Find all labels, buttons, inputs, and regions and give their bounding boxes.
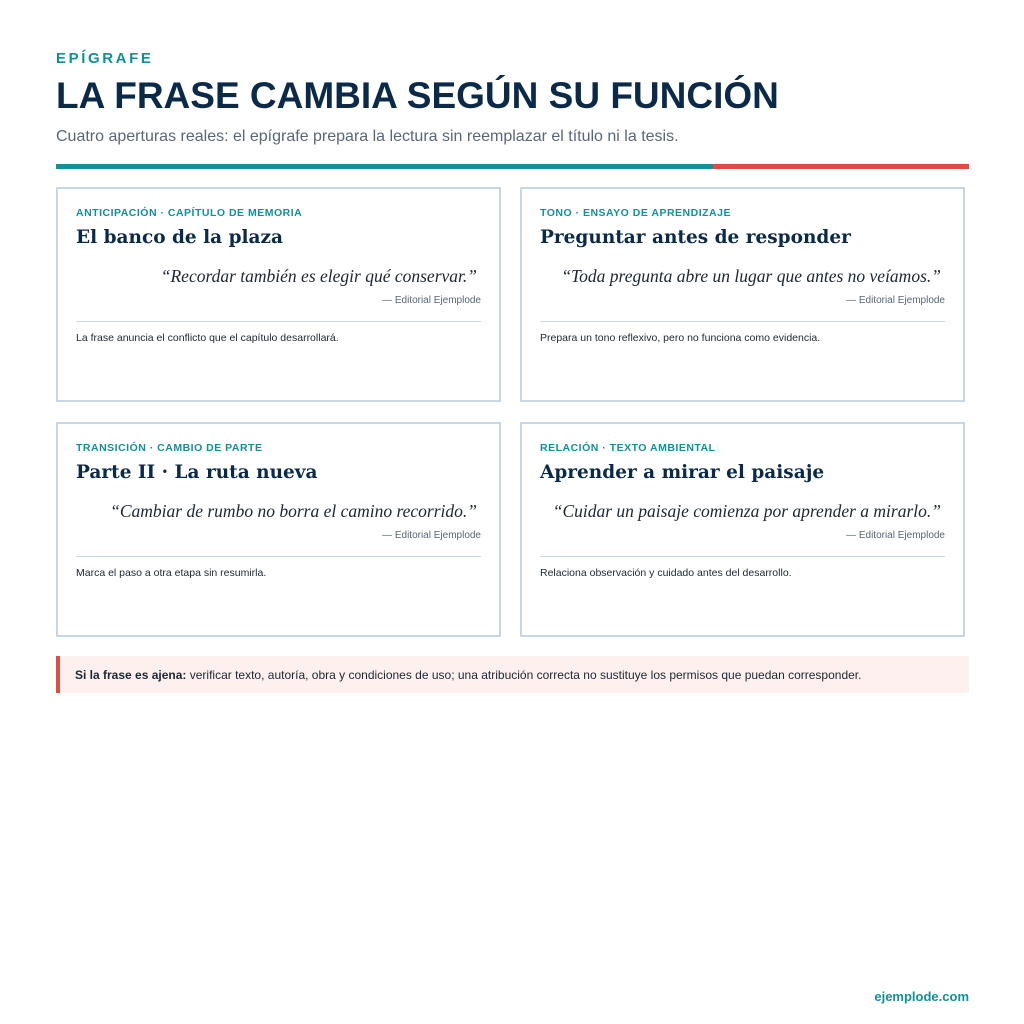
card-note: La frase anuncia el conflicto que el capítulo desarrollará. [76, 332, 339, 344]
card-divider [76, 321, 481, 322]
card-note: Relaciona observación y cuidado antes del desarrollo. [540, 567, 792, 579]
card-note: Marca el paso a otra etapa sin resumirla. [76, 567, 267, 579]
card-label: TRANSICIÓN · CAMBIO DE PARTE [76, 442, 263, 454]
card-label: TONO · ENSAYO DE APRENDIZAJE [540, 207, 731, 219]
card-title: Aprender a mirar el paisaje [540, 462, 825, 483]
notice-bold: Si la frase es ajena: [75, 668, 187, 682]
card-quote: “Cuidar un paisaje comienza por aprender a mirarlo.” [552, 501, 941, 521]
card-quote: “Cambiar de rumbo no borra el camino recorrido.” [110, 501, 477, 521]
rule-red-segment [713, 164, 969, 169]
notice-text [75, 668, 861, 682]
card-divider [76, 556, 481, 557]
card-divider [540, 321, 945, 322]
example-card [520, 187, 965, 402]
card-divider [540, 556, 945, 557]
card-attribution: — Editorial Ejemplode [382, 530, 481, 541]
footer-site-link[interactable]: ejemplode.com [874, 989, 969, 1004]
card-title: El banco de la plaza [76, 227, 284, 248]
page-subtitle: Cuatro aperturas reales: el epígrafe prepara la lectura sin reemplazar el título ni la tesis. [56, 128, 679, 145]
card-attribution: — Editorial Ejemplode [382, 295, 481, 306]
page [56, 0, 969, 1024]
example-card [56, 187, 501, 402]
rule-teal-segment [56, 164, 713, 169]
card-note: Prepara un tono reflexivo, pero no funciona como evidencia. [540, 332, 821, 344]
card-quote: “Toda pregunta abre un lugar que antes no veíamos.” [561, 266, 941, 286]
example-card [520, 422, 965, 637]
notice-body: verificar texto, autoría, obra y condiciones de uso; una atribución correcta no sustituye los permisos que puedan corresponder. [186, 668, 862, 682]
card-label: ANTICIPACIÓN · CAPÍTULO DE MEMORIA [76, 207, 303, 219]
card-quote: “Recordar también es elegir qué conservar.” [160, 266, 477, 286]
page-title: LA FRASE CAMBIA SEGÚN SU FUNCIÓN [56, 75, 779, 116]
card-label: RELACIÓN · TEXTO AMBIENTAL [540, 442, 716, 454]
example-card [56, 422, 501, 637]
kicker: EPÍGRAFE [56, 50, 154, 67]
card-attribution: — Editorial Ejemplode [846, 295, 945, 306]
card-attribution: — Editorial Ejemplode [846, 530, 945, 541]
header-rule [56, 164, 969, 169]
card-title: Preguntar antes de responder [540, 227, 851, 248]
usage-notice [56, 656, 969, 693]
card-title: Parte II · La ruta nueva [76, 462, 318, 483]
